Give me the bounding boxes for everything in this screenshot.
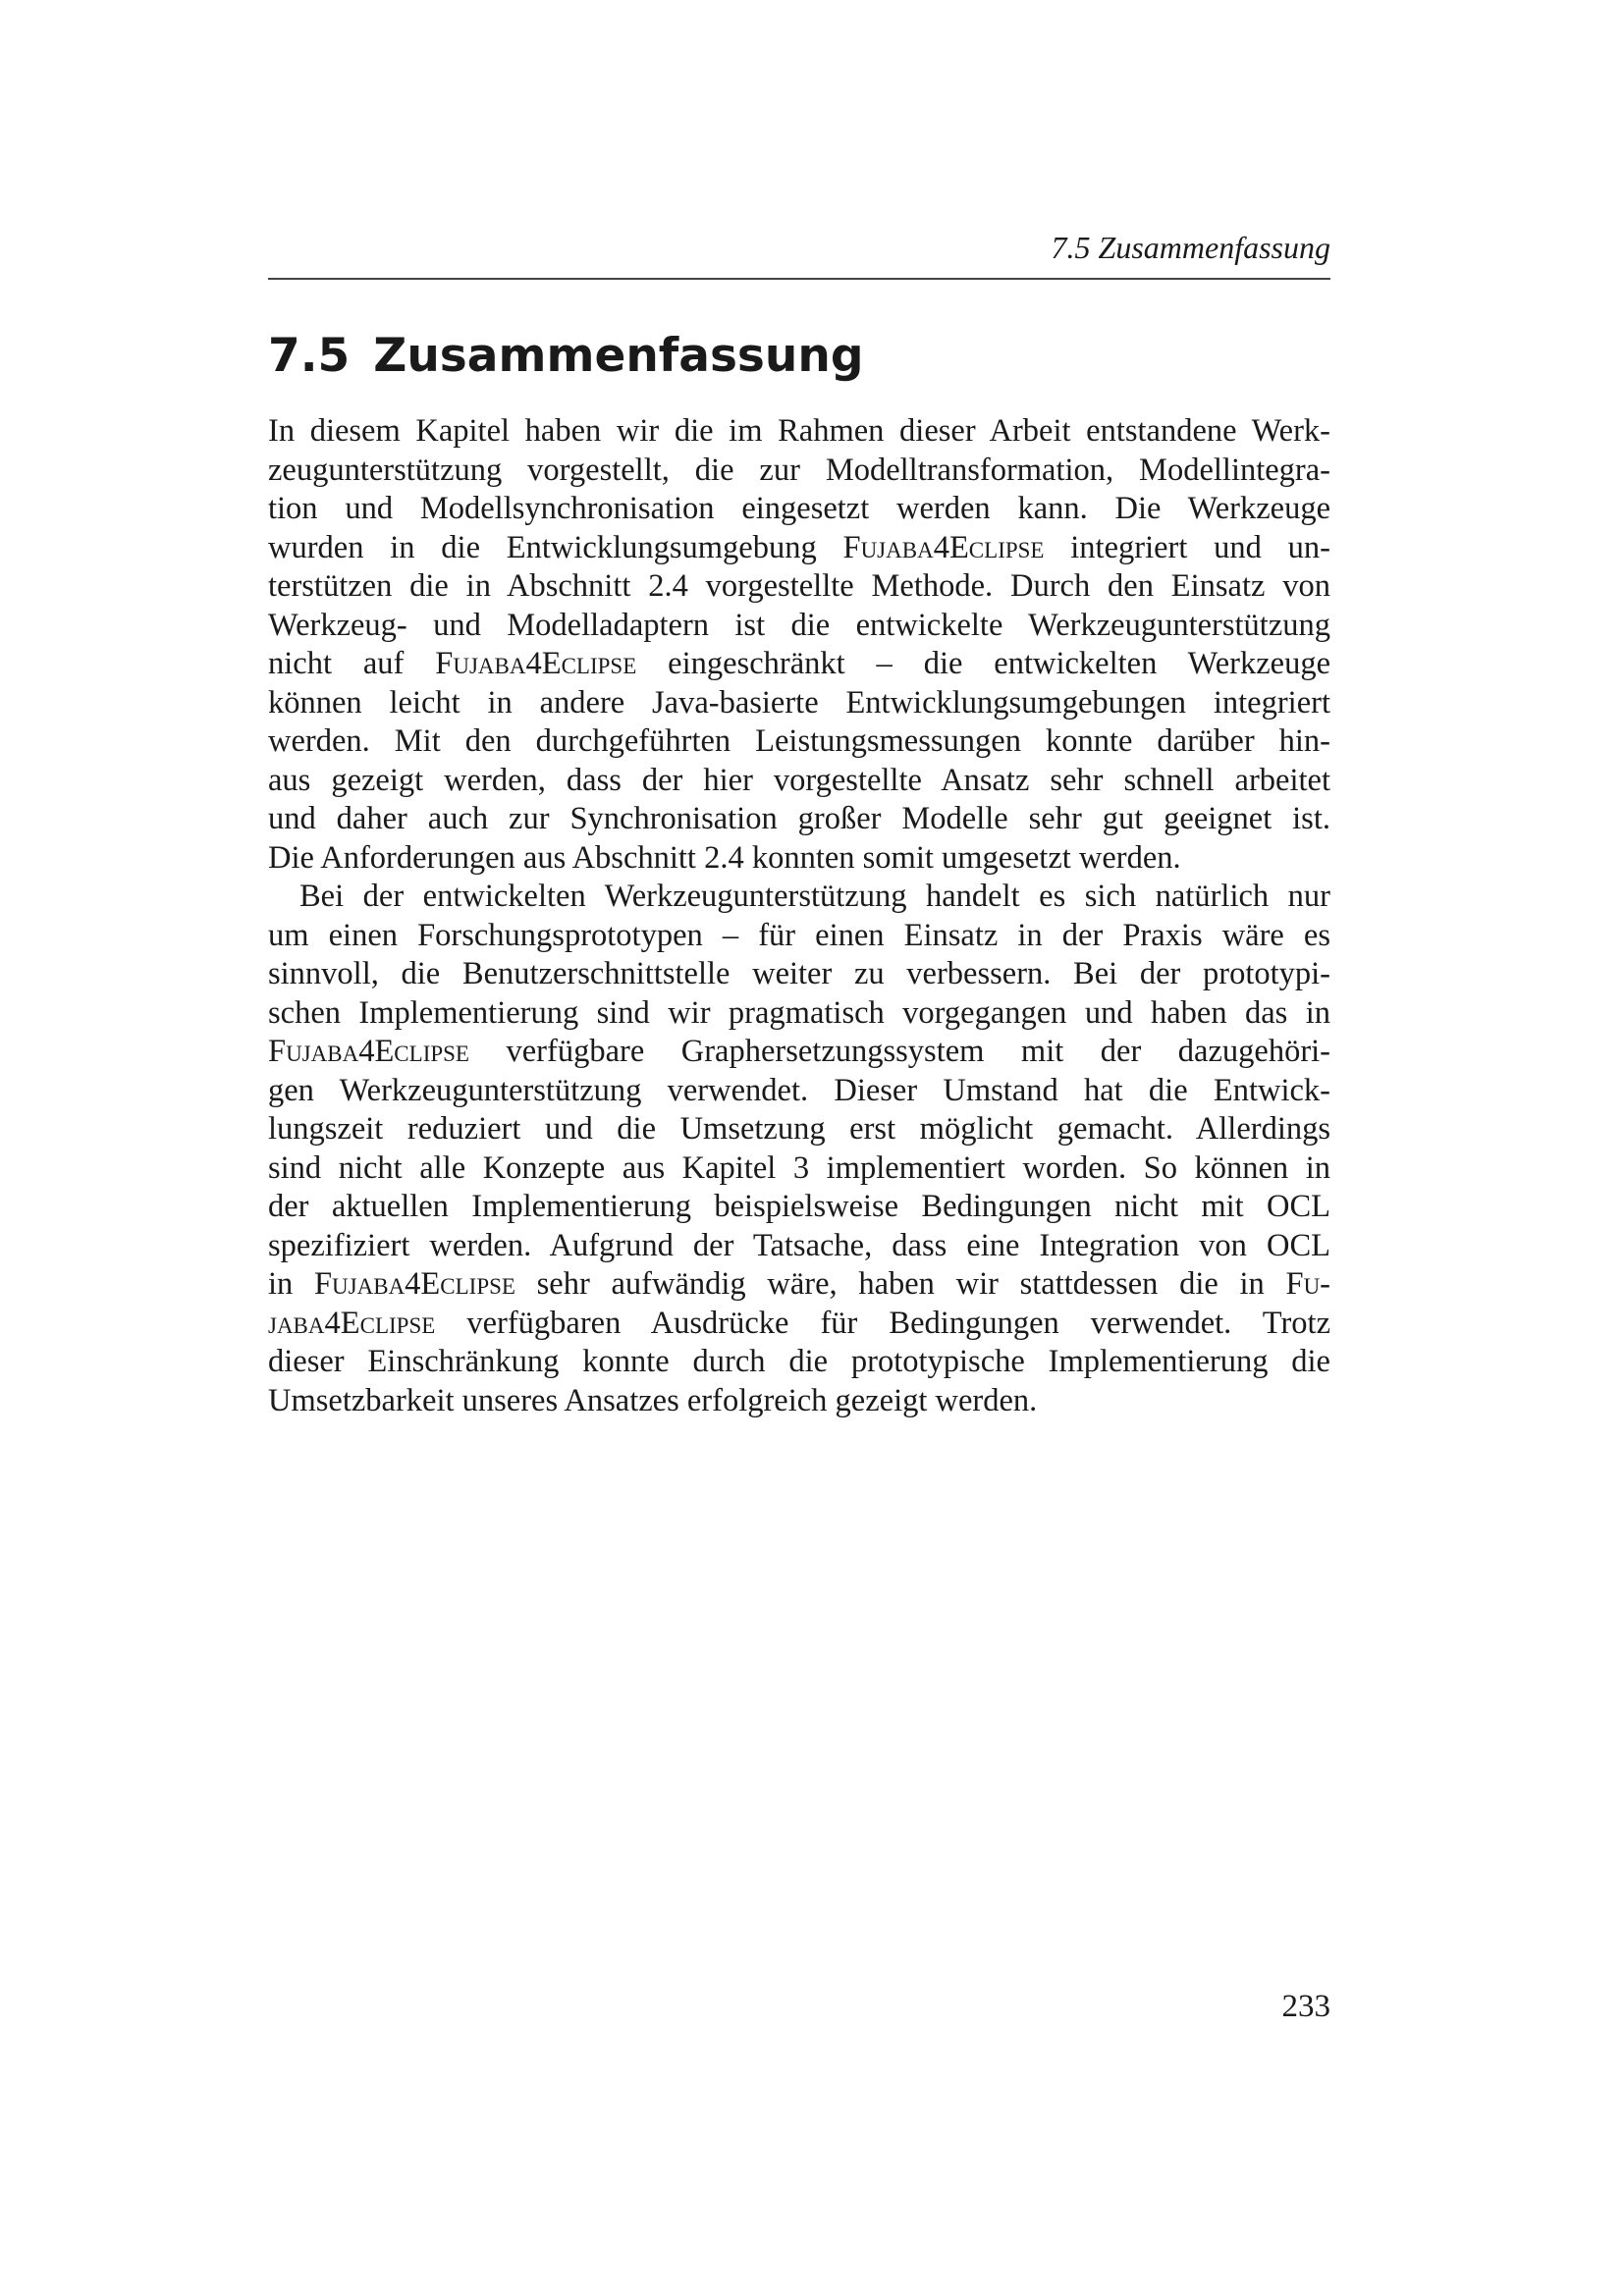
text-segment: gen Werkzeugunterstützung verwendet. Dieser Umstand hat die Entwick- <box>268 1072 1330 1108</box>
text-segment: dieser Einschränkung konnte durch die prototypische Implementierung die <box>268 1344 1330 1379</box>
text-segment: können leicht in andere Java-basierte Entwicklungsumgebungen integriert <box>268 684 1330 721</box>
tool-name: jaba4Eclipse <box>268 1305 436 1341</box>
text-line <box>268 839 1330 879</box>
text-line <box>268 722 1330 762</box>
text-line <box>268 1072 1330 1111</box>
text-line <box>268 412 1330 452</box>
text-segment: lungszeit reduziert und die Umsetzung erst möglicht gemacht. Allerdings <box>268 1111 1330 1147</box>
text-line <box>268 529 1330 568</box>
paragraph-2 <box>268 878 1330 1420</box>
text-line <box>268 684 1330 723</box>
text-line <box>268 955 1330 994</box>
text-segment: tion und Modellsynchronisation eingesetzt werden kann. Die Werkzeuge <box>268 491 1330 526</box>
text-segment: zeugunterstützung vorgestellt, die zur Modelltransformation, Modellintegra- <box>268 452 1330 488</box>
body-text <box>268 412 1330 1420</box>
text-segment: sinnvoll, die Benutzerschnittstelle weiter zu verbessern. Bei der prototypi- <box>268 956 1330 991</box>
text-segment: schen Implementierung sind wir pragmatisch vorgegangen und haben das in <box>268 994 1330 1031</box>
section-number: 7.5 <box>268 329 351 383</box>
text-line <box>268 762 1330 801</box>
text-segment: sind nicht alle Konzepte aus Kapitel 3 implementiert worden. So können in <box>268 1149 1330 1186</box>
text-line <box>268 1382 1330 1421</box>
text-line <box>268 607 1330 646</box>
text-segment: Werkzeug- und Modelladaptern ist die entwickelte Werkzeugunterstützung <box>268 607 1330 643</box>
text-segment: In diesem Kapitel haben wir die im Rahmen dieser Arbeit entstandene Werk- <box>268 413 1330 449</box>
text-line <box>268 1227 1330 1266</box>
tool-name: Fujaba4Eclipse <box>313 1266 515 1302</box>
text-segment: integriert und un- <box>1044 529 1330 565</box>
running-header: 7.5 Zusammenfassung <box>1051 230 1330 265</box>
text-line <box>268 645 1330 684</box>
text-segment: spezifiziert werden. Aufgrund der Tatsache, dass eine Integration von OCL <box>268 1227 1330 1263</box>
text-line <box>268 917 1330 956</box>
header-rule <box>268 278 1330 280</box>
text-line <box>268 1265 1330 1305</box>
tool-name: Fujaba4Eclipse <box>435 646 637 681</box>
text-segment: der aktuellen Implementierung beispielsweise Bedingungen nicht mit OCL <box>268 1189 1330 1224</box>
text-segment: Umsetzbarkeit unseres Ansatzes erfolgreich gezeigt werden. <box>268 1382 1038 1418</box>
text-segment: wurden in die Entwicklungsumgebung <box>268 529 843 565</box>
text-line <box>268 1149 1330 1189</box>
text-segment: Bei der entwickelten Werkzeugunterstützung handelt es sich natürlich nur <box>299 879 1330 914</box>
text-line <box>268 994 1330 1034</box>
text-line <box>268 452 1330 491</box>
text-segment: und daher auch zur Synchronisation großer Modelle sehr gut geeignet ist. <box>268 801 1330 836</box>
text-segment: verfügbaren Ausdrücke für Bedingungen verwendet. Trotz <box>435 1305 1330 1341</box>
section-heading <box>268 327 863 386</box>
text-line <box>268 1110 1330 1149</box>
tool-name: Fujaba4Eclipse <box>268 1034 469 1069</box>
tool-name: Fujaba4Eclipse <box>842 529 1045 565</box>
text-line <box>268 490 1330 529</box>
page-number: 233 <box>1281 1989 1330 2024</box>
tool-name: Fu- <box>1285 1266 1331 1302</box>
text-segment: werden. Mit den durchgeführten Leistungsmessungen konnte darüber hin- <box>268 723 1330 759</box>
text-segment: in <box>268 1266 314 1302</box>
text-line <box>268 567 1330 607</box>
text-segment: eingeschränkt – die entwickelten Werkzeuge <box>636 646 1330 681</box>
text-line <box>268 1305 1330 1344</box>
text-line <box>268 800 1330 839</box>
text-line <box>268 1343 1330 1382</box>
text-line <box>268 878 1330 917</box>
text-segment: um einen Forschungsprototypen – für einen Einsatz in der Praxis wäre es <box>268 917 1330 953</box>
text-segment: sehr aufwändig wäre, haben wir stattdessen die in <box>514 1266 1286 1302</box>
text-segment: aus gezeigt werden, dass der hier vorgestellte Ansatz sehr schnell arbeitet <box>268 762 1330 798</box>
text-segment: Die Anforderungen aus Abschnitt 2.4 konnten somit umgesetzt werden. <box>268 839 1181 876</box>
section-title: Zusammenfassung <box>373 329 864 383</box>
text-segment: nicht auf <box>268 646 436 681</box>
text-line <box>268 1188 1330 1227</box>
text-line <box>268 1033 1330 1072</box>
paragraph-1 <box>268 412 1330 878</box>
text-segment: terstützen die in Abschnitt 2.4 vorgestellte Methode. Durch den Einsatz von <box>268 568 1330 604</box>
text-segment: verfügbare Graphersetzungssystem mit der dazugehöri- <box>468 1034 1330 1069</box>
